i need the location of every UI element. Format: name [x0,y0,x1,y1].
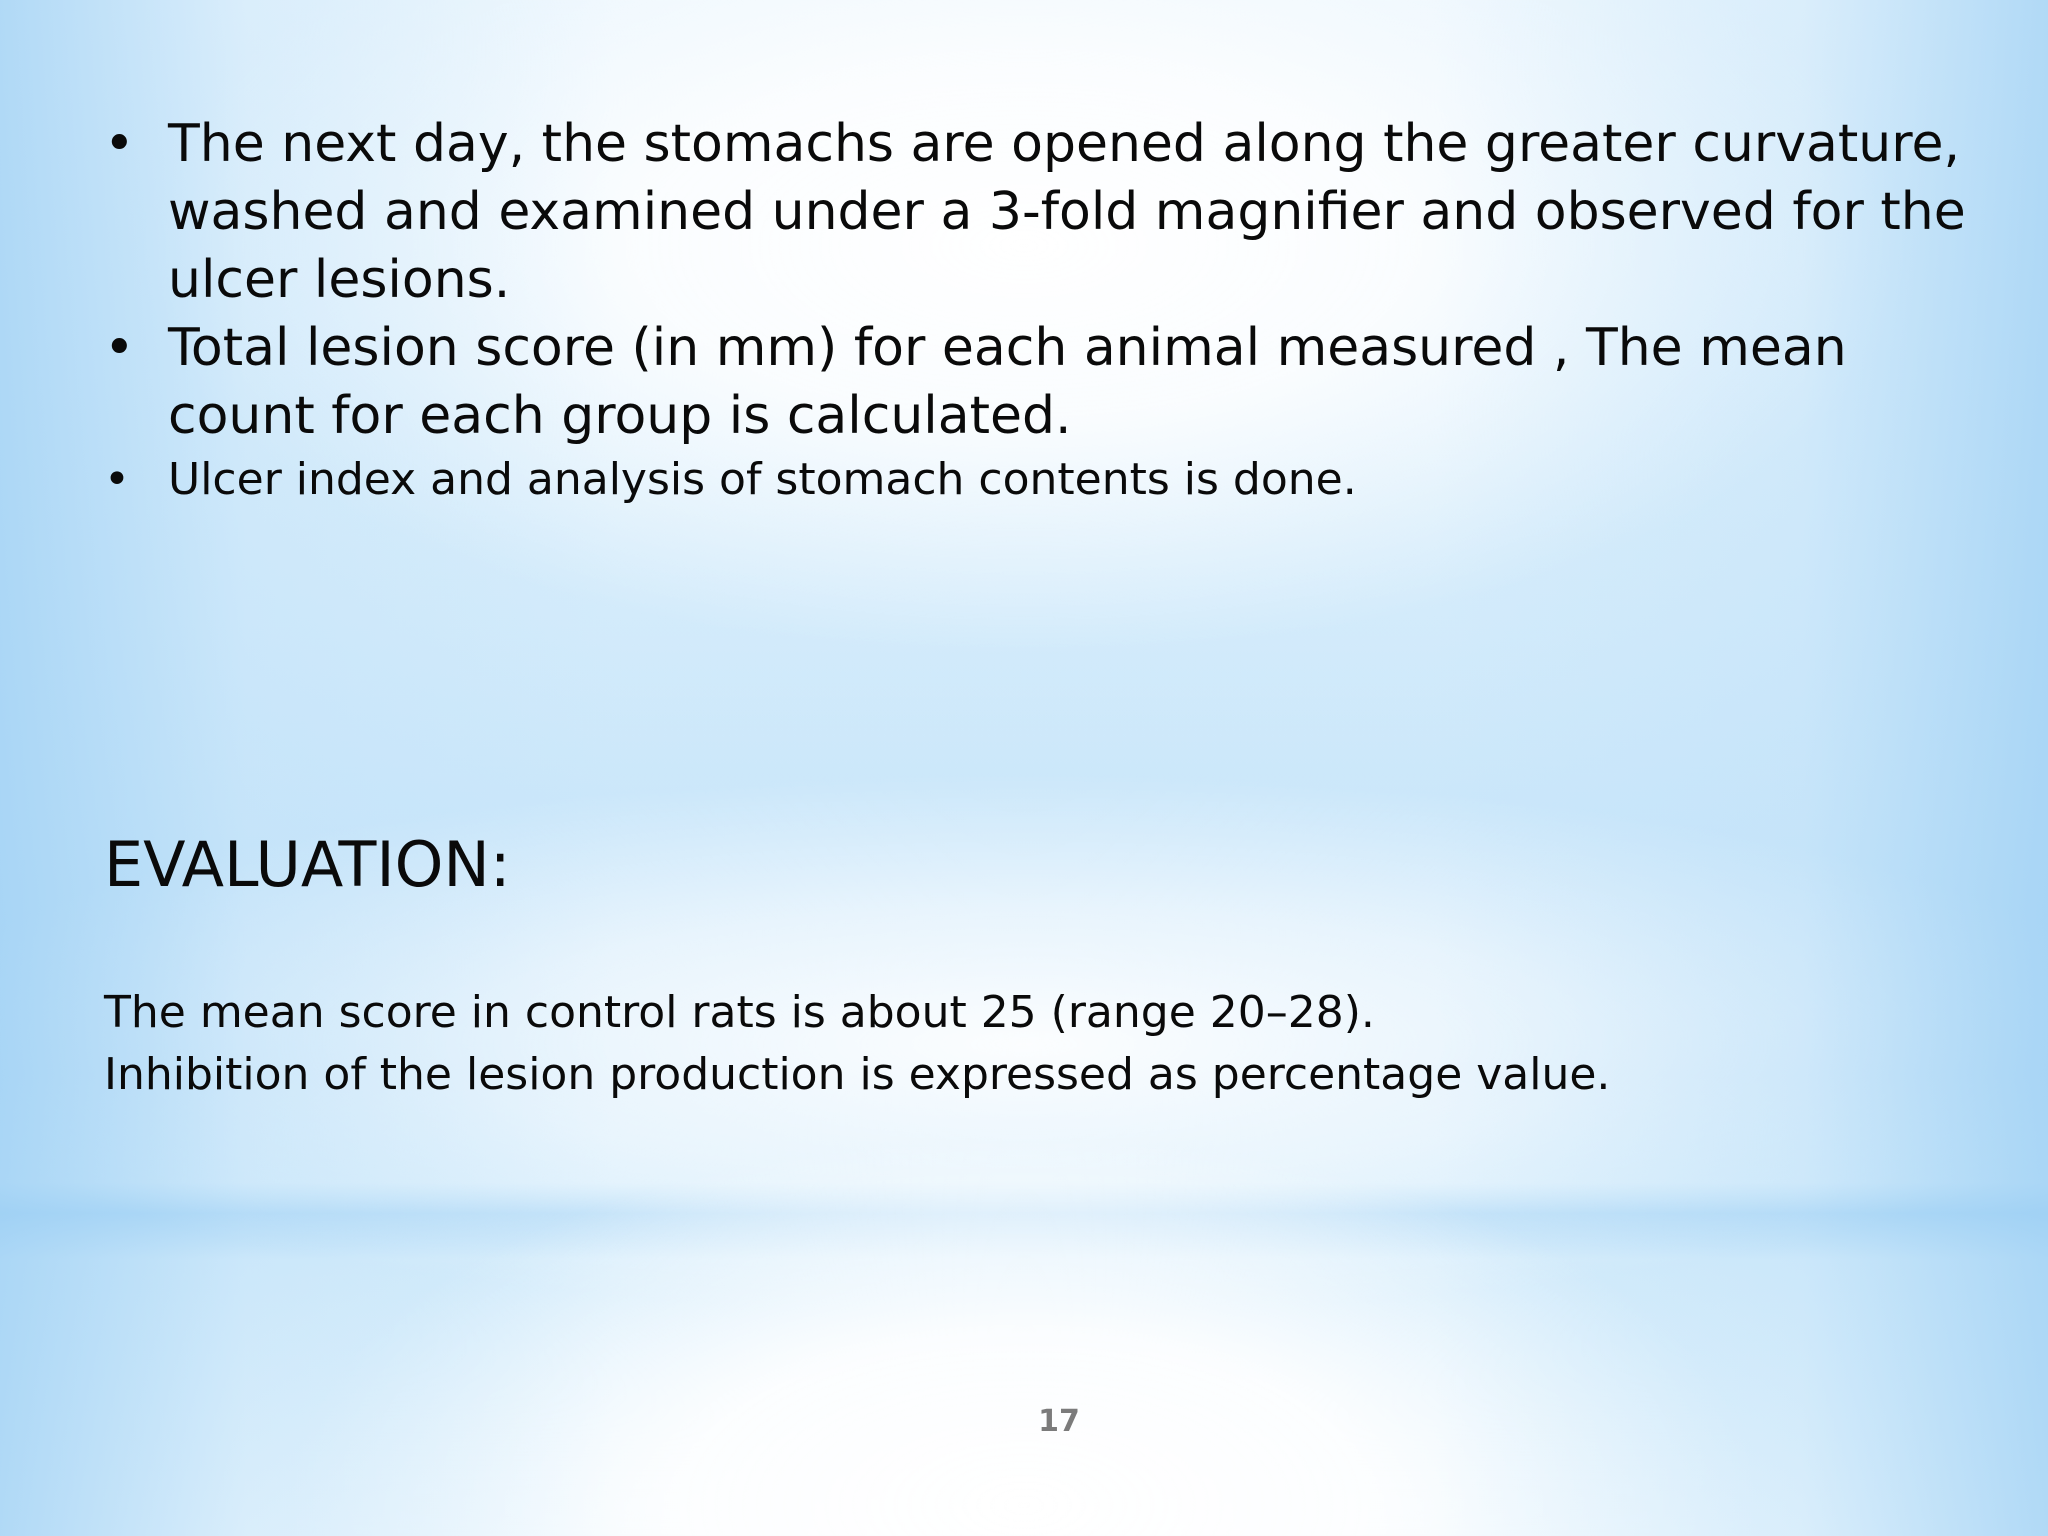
bullet-text: The next day, the stomachs are opened along the greater curvature, washed and examined under a 3-fold magnifier and observed for the ulcer lesions. [168,114,1966,310]
bullet-dot-icon: • [104,454,130,505]
bullet-item [104,450,2004,510]
bullet-list [104,110,2004,510]
bullet-text: Ulcer index and analysis of stomach contents is done. [168,454,1357,505]
evaluation-line: Inhibition of the lesion production is expressed as percentage value. [104,1049,1611,1100]
bullet-item [104,314,2004,450]
evaluation-line: The mean score in control rats is about 25 (range 20–28). [104,987,1375,1038]
bullet-dot-icon: • [104,318,135,378]
evaluation-text [104,982,2004,1106]
bullet-item [104,110,2004,314]
page-number: 17 [1038,1404,1080,1439]
bullet-dot-icon: • [104,114,135,174]
evaluation-heading: EVALUATION: [104,828,511,901]
bullet-text: Total lesion score (in mm) for each animal measured , The mean count for each group is calculated. [168,318,1847,446]
